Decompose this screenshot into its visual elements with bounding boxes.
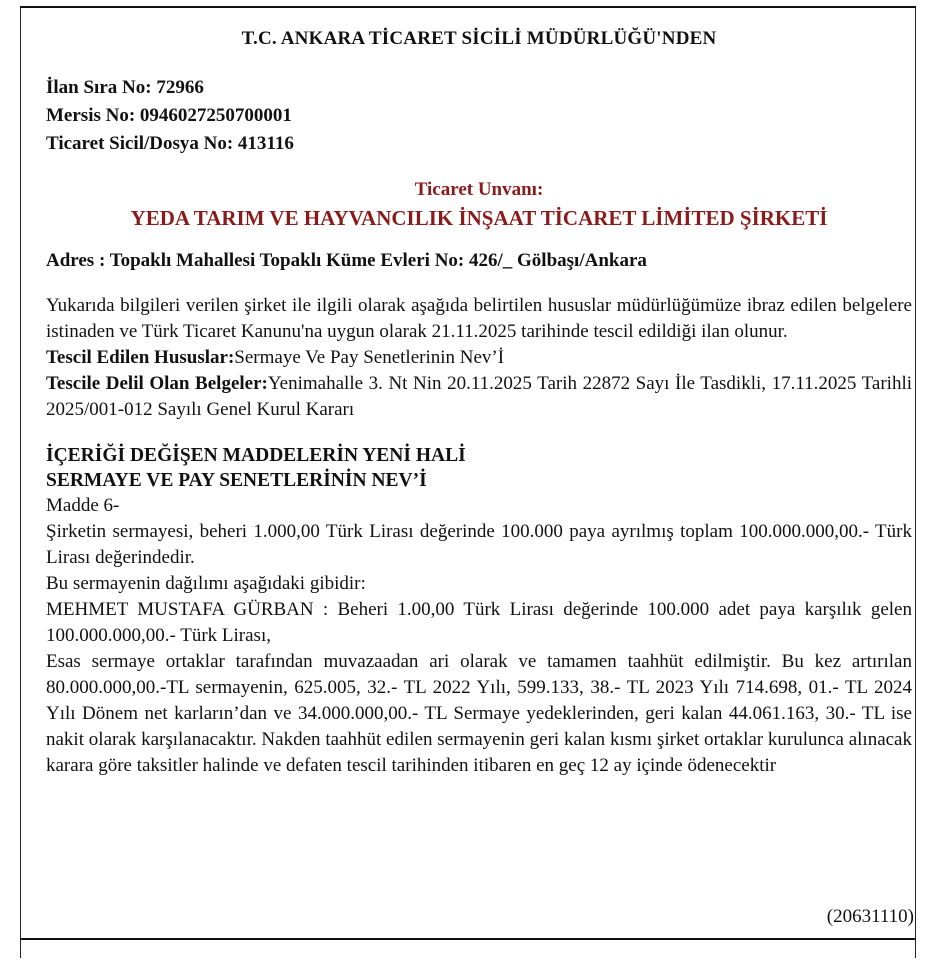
- distribution-paragraph: Bu sermayenin dağılımı aşağıdaki gibidir:: [46, 573, 366, 594]
- intro-paragraph: Yukarıda bilgileri verilen şirket ile ilgili olarak aşağıda belirtilen hususlar müdürlüğümüze ibraz edilen belgelere istinaden ve Türk Ticaret Kanunu'na uygun olarak 21.11.2025 tarihinde tescil edildiği ilan olunur.: [46, 295, 912, 342]
- capital-paragraph: Şirketin sermayesi, beheri 1.000,00 Türk Lirası değerinde 100.000 paya ayrılmış toplam 100.000.000,00.- Türk Lirası değerindedir.: [46, 521, 912, 568]
- announcement-body: [46, 26, 912, 779]
- evidence-documents: [46, 371, 912, 423]
- ilan-sira-no: İlan Sıra No: 72966: [46, 77, 204, 98]
- commitment-paragraph: Esas sermaye ortaklar tarafından muvazaadan ari olarak ve tamamen taahhüt edilmiştir. Bu kez artırılan 80.000.000,00.-TL sermayenin, 625.005, 32.- TL 2022 Yılı, 599.133, 38.- TL 2023 Yılı 714.698, 01.- TL 2024 Yılı Dönem net karların’dan ve 34.000.000,00.- TL Sermaye yedeklerinden, geri kalan 44.061.163, 30.- TL ise nakit olarak karşılanacaktır. Nakden taahhüt edilen sermayenin geri kalan kısmı şirket ortaklar kurulunca alınacak karara göre taksitler halinde ve defaten tescil tarihinden itibaren en geç 12 ay içinde ödenecektir: [46, 651, 912, 776]
- registered-matters-value: Sermaye Ve Pay Senetlerinin Nev’İ: [234, 347, 505, 368]
- registered-matters: [46, 345, 912, 371]
- shareholder-paragraph: MEHMET MUSTAFA GÜRBAN : Beheri 1.00,00 Türk Lirası değerinde 100.000 adet paya karşılık gelen 100.000.000,00.- Türk Lirası,: [46, 599, 912, 646]
- trade-name-label: Ticaret Unvanı:: [414, 179, 544, 200]
- changed-articles-title: İÇERİĞİ DEĞİŞEN MADDELERİN YENİ HALİ: [46, 445, 466, 466]
- evidence-documents-value: Yenimahalle 3. Nt Nin 20.11.2025 Tarih 22872 Sayı İle Tasdikli, 17.11.2025 Tarihli 2025/001-012 Sayılı Genel Kurul Kararı: [46, 373, 912, 420]
- bottom-divider: [20, 938, 916, 940]
- mersis-no: Mersis No: 0946027250700001: [46, 105, 292, 126]
- trade-name-block: [46, 176, 912, 232]
- changed-articles-heading: [46, 443, 912, 493]
- ticaret-sicil-no: Ticaret Sicil/Dosya No: 413116: [46, 133, 294, 154]
- evidence-documents-label: Tescile Delil Olan Belgeler:: [46, 373, 268, 394]
- reference-number: (20631110): [826, 906, 914, 927]
- capital-article-title: SERMAYE VE PAY SENETLERİNİN NEV’İ: [46, 470, 427, 491]
- company-name: YEDA TARIM VE HAYVANCILIK İNŞAAT TİCARET LİMİTED ŞİRKETİ: [130, 206, 828, 230]
- article-number: Madde 6-: [46, 495, 120, 516]
- registry-title: T.C. ANKARA TİCARET SİCİLİ MÜDÜRLÜĞÜ'NDEN: [241, 28, 717, 49]
- company-address: Adres : Topaklı Mahallesi Topaklı Küme Evleri No: 426/_ Gölbaşı/Ankara: [46, 250, 647, 271]
- registered-matters-label: Tescil Edilen Hususlar:: [46, 347, 235, 368]
